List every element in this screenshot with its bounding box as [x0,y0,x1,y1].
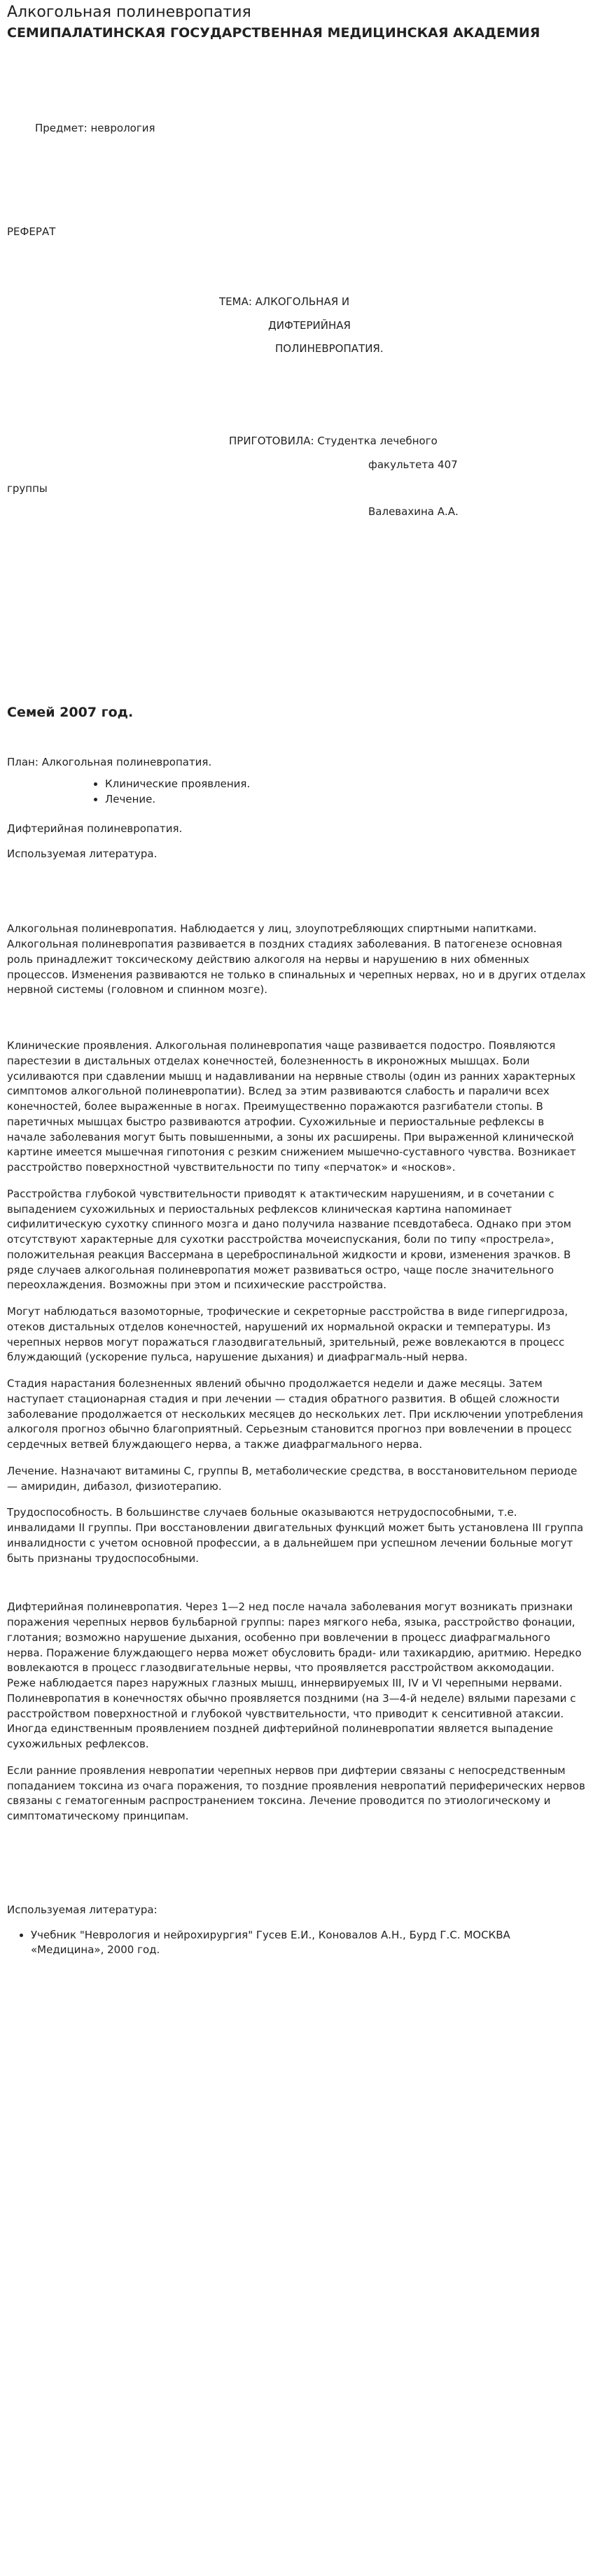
theme-line-2: ДИФТЕРИЙНАЯ [268,318,351,332]
paragraph-diphtheria-late: Если ранние проявления невропатии черепных нервов при дифтерии связаны с непосредственным попаданием токсина из очага поражения, то поздние проявления невропатий периферических нервов связаны с гематогенным распространением токсина. Лечение проводится по этиологическому и симптоматическому принципам. [7,1764,585,1823]
plan-item: • Клинические проявления. [105,777,586,792]
prepared-by-line-3: группы [7,481,48,495]
plan-title: План: Алкогольная полиневропатия. [7,755,212,768]
subject-line: Предмет: неврология [35,122,155,135]
prepared-by-line-2: факультета 407 [368,458,458,471]
literature-item: • Учебник "Неврология и нейрохирургия" Гусев Е.И., Коновалов А.Н., Бурд Г.С. МОСКВА «Медицина», 2000 год. [31,1928,586,1959]
paragraph-vasomotor: Могут наблюдаться вазомоторные, трофические и секреторные расстройства в виде гипергидроза, отеков дистальных отделов конечностей, нарушений их нормальной окраски и температуры. Из черепных нервов могут поражаться глазодвигательный, зрительный, реже вовлекаются в процесс блуждающий (ускорение пульса, нарушение дыхания) и диафрагмаль-ный нерва. [7,1305,568,1364]
academy-name: СЕМИПАЛАТИНСКАЯ ГОСУДАРСТВЕННАЯ МЕДИЦИНСКАЯ АКАДЕМИЯ [7,24,540,41]
paragraph-stages: Стадия нарастания болезненных явлений обычно продолжается недели и даже месяцы. Затем наступает стационарная стадия и при лечении — стадия обратного развития. В общей сложности заболевание продолжается от нескольких месяцев до нескольких лет. При исключении употребления алкоголя прогноз обычно благоприятный. Серьезным становится прогноз при вовлечении в процесс сердечных ветвей блуждающего нерва, а также диафрагмального нерва. [7,1377,583,1451]
document-title: Алкогольная полиневропатия [7,3,251,21]
paragraph-work-capacity: Трудоспособность. В большинстве случаев больные оказываются нетрудоспособными, т.е. инвалидами II группы. При восстановлении двигательных функций может быть установлена III группа инвалидности с учетом основной профессии, а в дальнейшем при успешном лечении больные могут быть признаны трудоспособными. [7,1506,584,1565]
paragraph-diphtheria: Дифтерийная полиневропатия. Через 1—2 нед после начала заболевания могут возникать признаки поражения черепных нервов бульбарной группы: парез мягкого неба, языка, расстройство фонации, глотания; возможно нарушение дыхания, особенно при вовлечении в процесс диафрагмального нерва. Поражение блуждающего нерва может обусловить бради- или тахикардию, аритмию. Нередко вовлекаются в процесс глазодвигательные нервы, что проявляется расстройством аккомодации. Реже наблюдается парез наружных глазных мышц, иннервируемых III, IV и VI черепными нервами. Полиневропатия в конечностях обычно проявляется поздними (на 3—4-й неделе) вялыми парезами с расстройством поверхностной и глубокой чувствительности, что приводит к сенситивной атаксии. Иногда единственным проявлением поздней дифтерийной полиневропатии является выпадение сухожильных рефлексов. [7,1600,582,1751]
theme-line-1: ТЕМА: АЛКОГОЛЬНАЯ И [219,295,350,308]
prepared-by-line-1: ПРИГОТОВИЛА: Студентка лечебного [229,435,438,448]
author-name: Валевахина А.А. [368,505,459,519]
plan-item-literature: Используемая литература. [7,847,158,860]
plan-item: • Лечение. [105,792,586,808]
literature-title: Используемая литература: [7,1903,158,1916]
city-year: Семей 2007 год. [7,705,134,721]
theme-line-3: ПОЛИНЕВРОПАТИЯ. [275,342,384,356]
paragraph-intro: Алкогольная полиневропатия. Наблюдается у лиц, злоупотребляющих спиртными напитками. Алкогольная полиневропатия развивается в поздних стадиях заболевания. В патогенезе основная роль принадлежит токсическому действию алкоголя на нервы и нарушению в них обменных процессов. Изменения развиваются не только в спинальных и черепных нервах, но и в других отделах нервной системы (головном и спинном мозге). [7,922,586,997]
paragraph-clinical: Клинические проявления. Алкогольная полиневропатия чаще развивается подостро. Появляются парестезии в дистальных отделах конечностей, болезненность в икроножных мышцах. Боли усиливаются при сдавлении мышц и надавливании на нервные стволы (один из ранних характерных симптомов алкогольной полиневропатии). Вслед за этим развиваются слабость и параличи всех конечностей, более выраженные в ногах. Преимущественно поражаются разгибатели стопы. В паретичных мышцах быстро развиваются атрофии. Сухожильные и периостальные рефлексы в начале заболевания могут быть повышенными, а зоны их расширены. При выраженной клинической картине имеется мышечная гипотония с резким снижением мышечно-суставного чувства. Возникает расстройство поверхностной чувствительности по типу «перчаток» и «носков». [7,1039,576,1174]
plan-item-diphtheria: Дифтерийная полиневропатия. [7,822,183,835]
literature-list [7,1928,586,1959]
paragraph-deep-sensitivity: Расстройства глубокой чувствительности приводят к атактическим нарушениям, и в сочетании с выпадением сухожильных и периостальных рефлексов клиническая картина напоминает сифилитическую сухотку спинного мозга и дано получила название псевдотабеса. Однако при этом отсутствуют характерные для сухотки расстройства мочеиспускания, боли по типу «прострела», положительная реакция Вассермана в цереброспинальной жидкости и крови, изменения зрачков. В ряде случаев алкогольная полиневропатия может развиваться остро, чаще после значительного переохлаждения. Возможны при этом и психические расстройства. [7,1187,571,1292]
referat-label: РЕФЕРАТ [7,225,56,239]
plan-list [7,777,586,808]
paragraph-treatment: Лечение. Назначают витамины С, группы В, метаболические средства, в восстановительном периоде — амиридин, дибазол, физиотерапию. [7,1464,578,1493]
